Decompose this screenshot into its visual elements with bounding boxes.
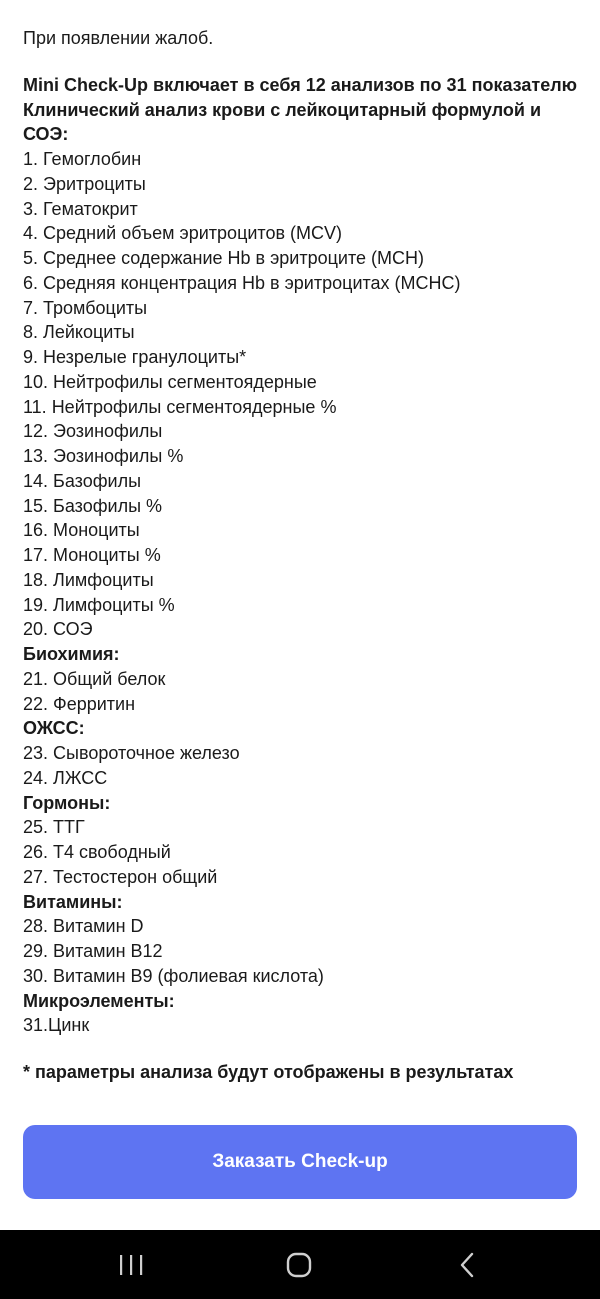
- section-title: Клинический анализ крови с лейкоцитарный формулой и СОЭ:: [23, 99, 542, 145]
- analysis-item: 29. Витамин B12: [23, 941, 163, 961]
- analysis-description: [23, 26, 583, 1085]
- analysis-item: 9. Незрелые гранулоциты*: [23, 347, 247, 367]
- analysis-item: 8. Лейкоциты: [23, 322, 135, 343]
- section-title: Биохимия:: [23, 644, 120, 664]
- analysis-item: 5. Среднее содержание Hb в эритроците (MCH): [23, 248, 424, 268]
- recent-apps-icon: [118, 1253, 144, 1277]
- analysis-section: [23, 791, 583, 890]
- system-navigation-bar: [0, 1230, 600, 1299]
- home-button[interactable]: [259, 1230, 339, 1299]
- analysis-item: 4. Средний объем эритроцитов (MCV): [23, 223, 343, 244]
- analysis-item: 11. Нейтрофилы сегментоядерные %: [23, 396, 337, 417]
- home-icon: [285, 1251, 313, 1279]
- analysis-item: 14. Базофилы: [23, 470, 142, 491]
- analysis-item: 17. Моноциты %: [23, 545, 161, 565]
- analysis-item: 22. Ферритин: [23, 693, 136, 714]
- analysis-item: 31.Цинк: [23, 1015, 90, 1036]
- analysis-item: 6. Средняя концентрация Hb в эритроцитах (MCHC): [23, 272, 461, 293]
- analysis-item: 10. Нейтрофилы сегментоядерные: [23, 371, 317, 392]
- section-title: ОЖСС:: [23, 718, 85, 739]
- back-icon: [457, 1251, 477, 1279]
- order-button-label: Заказать Check-up: [212, 1151, 388, 1172]
- section-title: Микроэлементы:: [23, 990, 175, 1011]
- analysis-section: [23, 642, 583, 716]
- analysis-item: 24. ЛЖСС: [23, 767, 108, 788]
- analysis-item: 15. Базофилы %: [23, 495, 163, 516]
- analysis-item: 7. Тромбоциты: [23, 297, 148, 318]
- intro-text: При появлении жалоб.: [23, 28, 214, 48]
- analysis-item: 12. Эозинофилы: [23, 421, 163, 442]
- analysis-sections: [23, 98, 583, 1039]
- package-title: Mini Check-Up включает в себя 12 анализов по 31 показателю: [23, 74, 578, 95]
- order-checkup-button[interactable]: [23, 1125, 577, 1199]
- analysis-section: [23, 989, 583, 1039]
- analysis-item: 27. Тестостерон общий: [23, 866, 218, 887]
- analysis-item: 23. Сывороточное железо: [23, 743, 240, 763]
- analysis-item: 30. Витамин B9 (фолиевая кислота): [23, 965, 324, 986]
- analysis-item: 18. Лимфоциты: [23, 569, 154, 590]
- analysis-item: 19. Лимфоциты %: [23, 594, 175, 615]
- analysis-item: 20. СОЭ: [23, 619, 93, 640]
- section-title: Витамины:: [23, 891, 123, 912]
- back-button[interactable]: [427, 1230, 507, 1299]
- analysis-item: 28. Витамин D: [23, 916, 144, 937]
- analysis-item: 26. Т4 свободный: [23, 842, 171, 862]
- analysis-item: 3. Гематокрит: [23, 198, 138, 219]
- recent-apps-button[interactable]: [91, 1230, 171, 1299]
- analysis-section: [23, 716, 583, 790]
- footnote: * параметры анализа будут отображены в результатах: [23, 1062, 514, 1082]
- analysis-item: 1. Гемоглобин: [23, 149, 142, 169]
- analysis-section: [23, 98, 583, 643]
- analysis-item: 16. Моноциты: [23, 520, 140, 541]
- analysis-item: 13. Эозинофилы %: [23, 446, 184, 466]
- analysis-item: 21. Общий белок: [23, 668, 166, 689]
- analysis-item: 2. Эритроциты: [23, 173, 146, 194]
- analysis-section: [23, 890, 583, 989]
- analysis-item: 25. ТТГ: [23, 817, 85, 838]
- section-title: Гормоны:: [23, 792, 111, 813]
